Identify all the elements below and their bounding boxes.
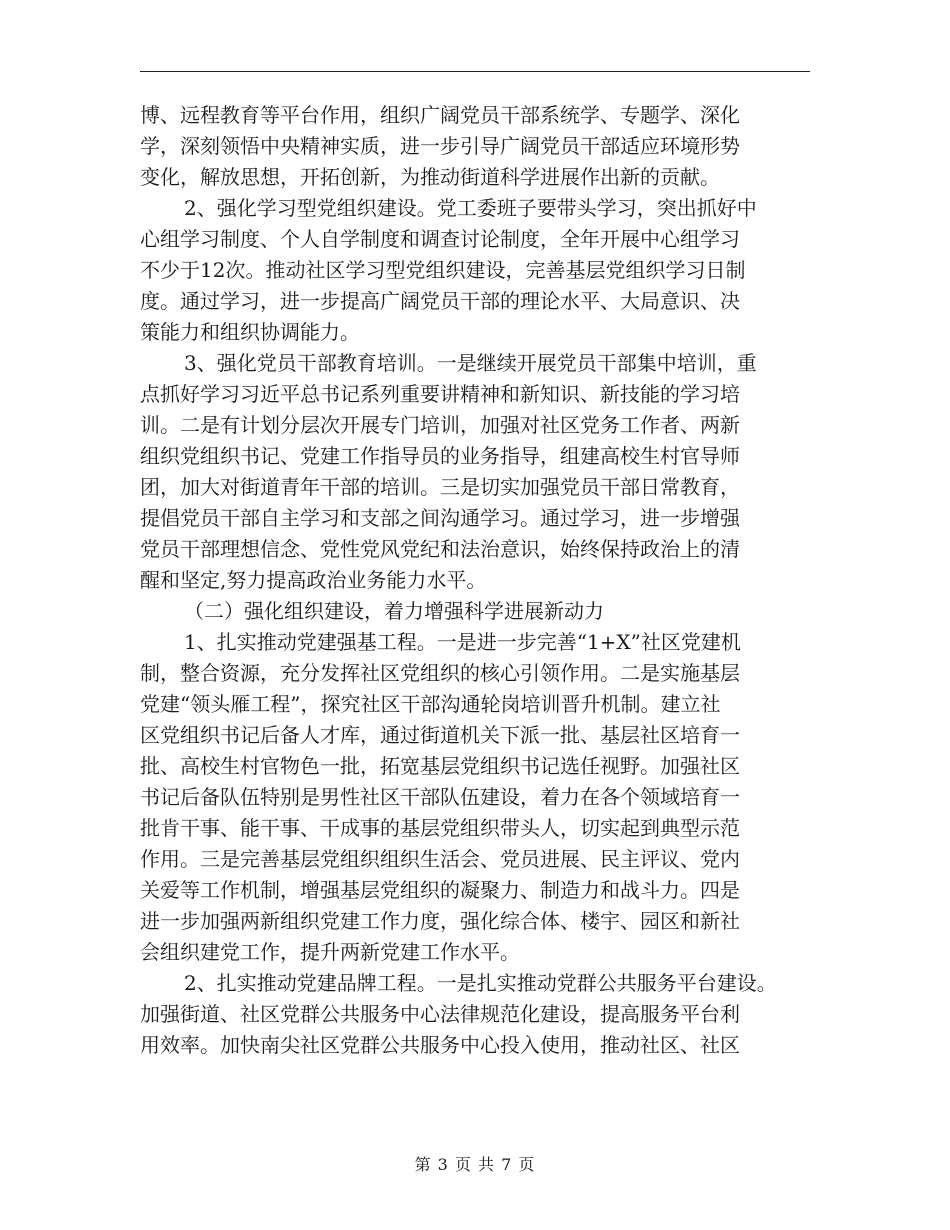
text-line: （二）强化组织建设，着力增强科学进展新动力: [184, 599, 604, 623]
text-line: 学，深刻领悟中央精神实质，进一步引导广阔党员干部适应环境形势: [140, 134, 740, 158]
text-line: 书记后备队伍特别是男性社区干部队伍建设，着力在各个领域培育一: [140, 785, 740, 809]
text-line: 区党组织书记后备人才库，通过街道机关下派一批、基层社区培育一: [140, 723, 740, 747]
text-line: 党员干部理想信念、党性党风党纪和法治意识，始终保持政治上的清: [140, 537, 740, 561]
text-line: 醒和坚定,努力提高政治业务能力水平。: [140, 568, 487, 592]
text-line: 博、远程教育等平台作用，组织广阔党员干部系统学、专题学、深化: [140, 103, 740, 127]
text-line: 3、强化党员干部教育培训。一是继续开展党员干部集中培训，重: [184, 351, 757, 375]
text-line: 变化，解放思想，开拓创新，为推动街道科学进展作出新的贡献。: [140, 165, 720, 189]
text-line: 作用。三是完善基层党组织组织生活会、党员进展、民主评议、党内: [140, 847, 740, 871]
text-line: 心组学习制度、个人自学制度和调查讨论制度，全年开展中心组学习: [140, 227, 740, 251]
text-line: 不少于12次。推动社区学习型党组织建设，完善基层党组织学习日制: [140, 258, 746, 282]
text-line: 关爱等工作机制，增强基层党组织的凝聚力、制造力和战斗力。四是: [140, 878, 740, 902]
text-line: 进一步加强两新组织党建工作力度，强化综合体、楼宇、园区和新社: [140, 909, 740, 933]
text-line: 2、强化学习型党组织建设。党工委班子要带头学习，突出抓好中: [184, 196, 757, 220]
text-line: 训。二是有计划分层次开展专门培训，加强对社区党务工作者、两新: [140, 413, 740, 437]
header-rule: [140, 71, 810, 72]
page-footer: 第 3 页 共 7 页: [414, 1155, 536, 1174]
text-line: 度。通过学习，进一步提高广阔党员干部的理论水平、大局意识、决: [140, 289, 740, 313]
text-line: 点抓好学习习近平总书记系列重要讲精神和新知识、新技能的学习培: [140, 382, 740, 406]
text-line: 1、扎实推动党建强基工程。一是进一步完善“1+X”社区党建机: [184, 630, 741, 654]
text-line: 2、扎实推动党建品牌工程。一是扎实推动党群公共服务平台建设。: [184, 971, 777, 995]
text-line: 党建“领头雁工程”，探究社区干部沟通轮岗培训晋升机制。建立社: [140, 692, 721, 716]
text-line: 会组织建党工作，提升两新党建工作水平。: [140, 940, 520, 964]
text-line: 用效率。加快南尖社区党群公共服务中心投入使用，推动社区、社区: [140, 1033, 740, 1057]
text-line: 组织党组织书记、党建工作指导员的业务指导，组建高校生村官导师: [140, 444, 740, 468]
text-line: 批肯干事、能干事、干成事的基层党组织带头人，切实起到典型示范: [140, 816, 740, 840]
text-line: 加强街道、社区党群公共服务中心法律规范化建设，提高服务平台利: [140, 1002, 740, 1026]
text-line: 提倡党员干部自主学习和支部之间沟通学习。通过学习，进一步增强: [140, 506, 740, 530]
text-line: 制，整合资源，充分发挥社区党组织的核心引领作用。二是实施基层: [140, 661, 740, 685]
text-line: 团，加大对街道青年干部的培训。三是切实加强党员干部日常教育，: [140, 475, 740, 499]
document-body: [140, 100, 810, 1061]
text-line: 批、高校生村官物色一批，拓宽基层党组织书记选任视野。加强社区: [140, 754, 740, 778]
text-line: 策能力和组织协调能力。: [140, 320, 360, 344]
